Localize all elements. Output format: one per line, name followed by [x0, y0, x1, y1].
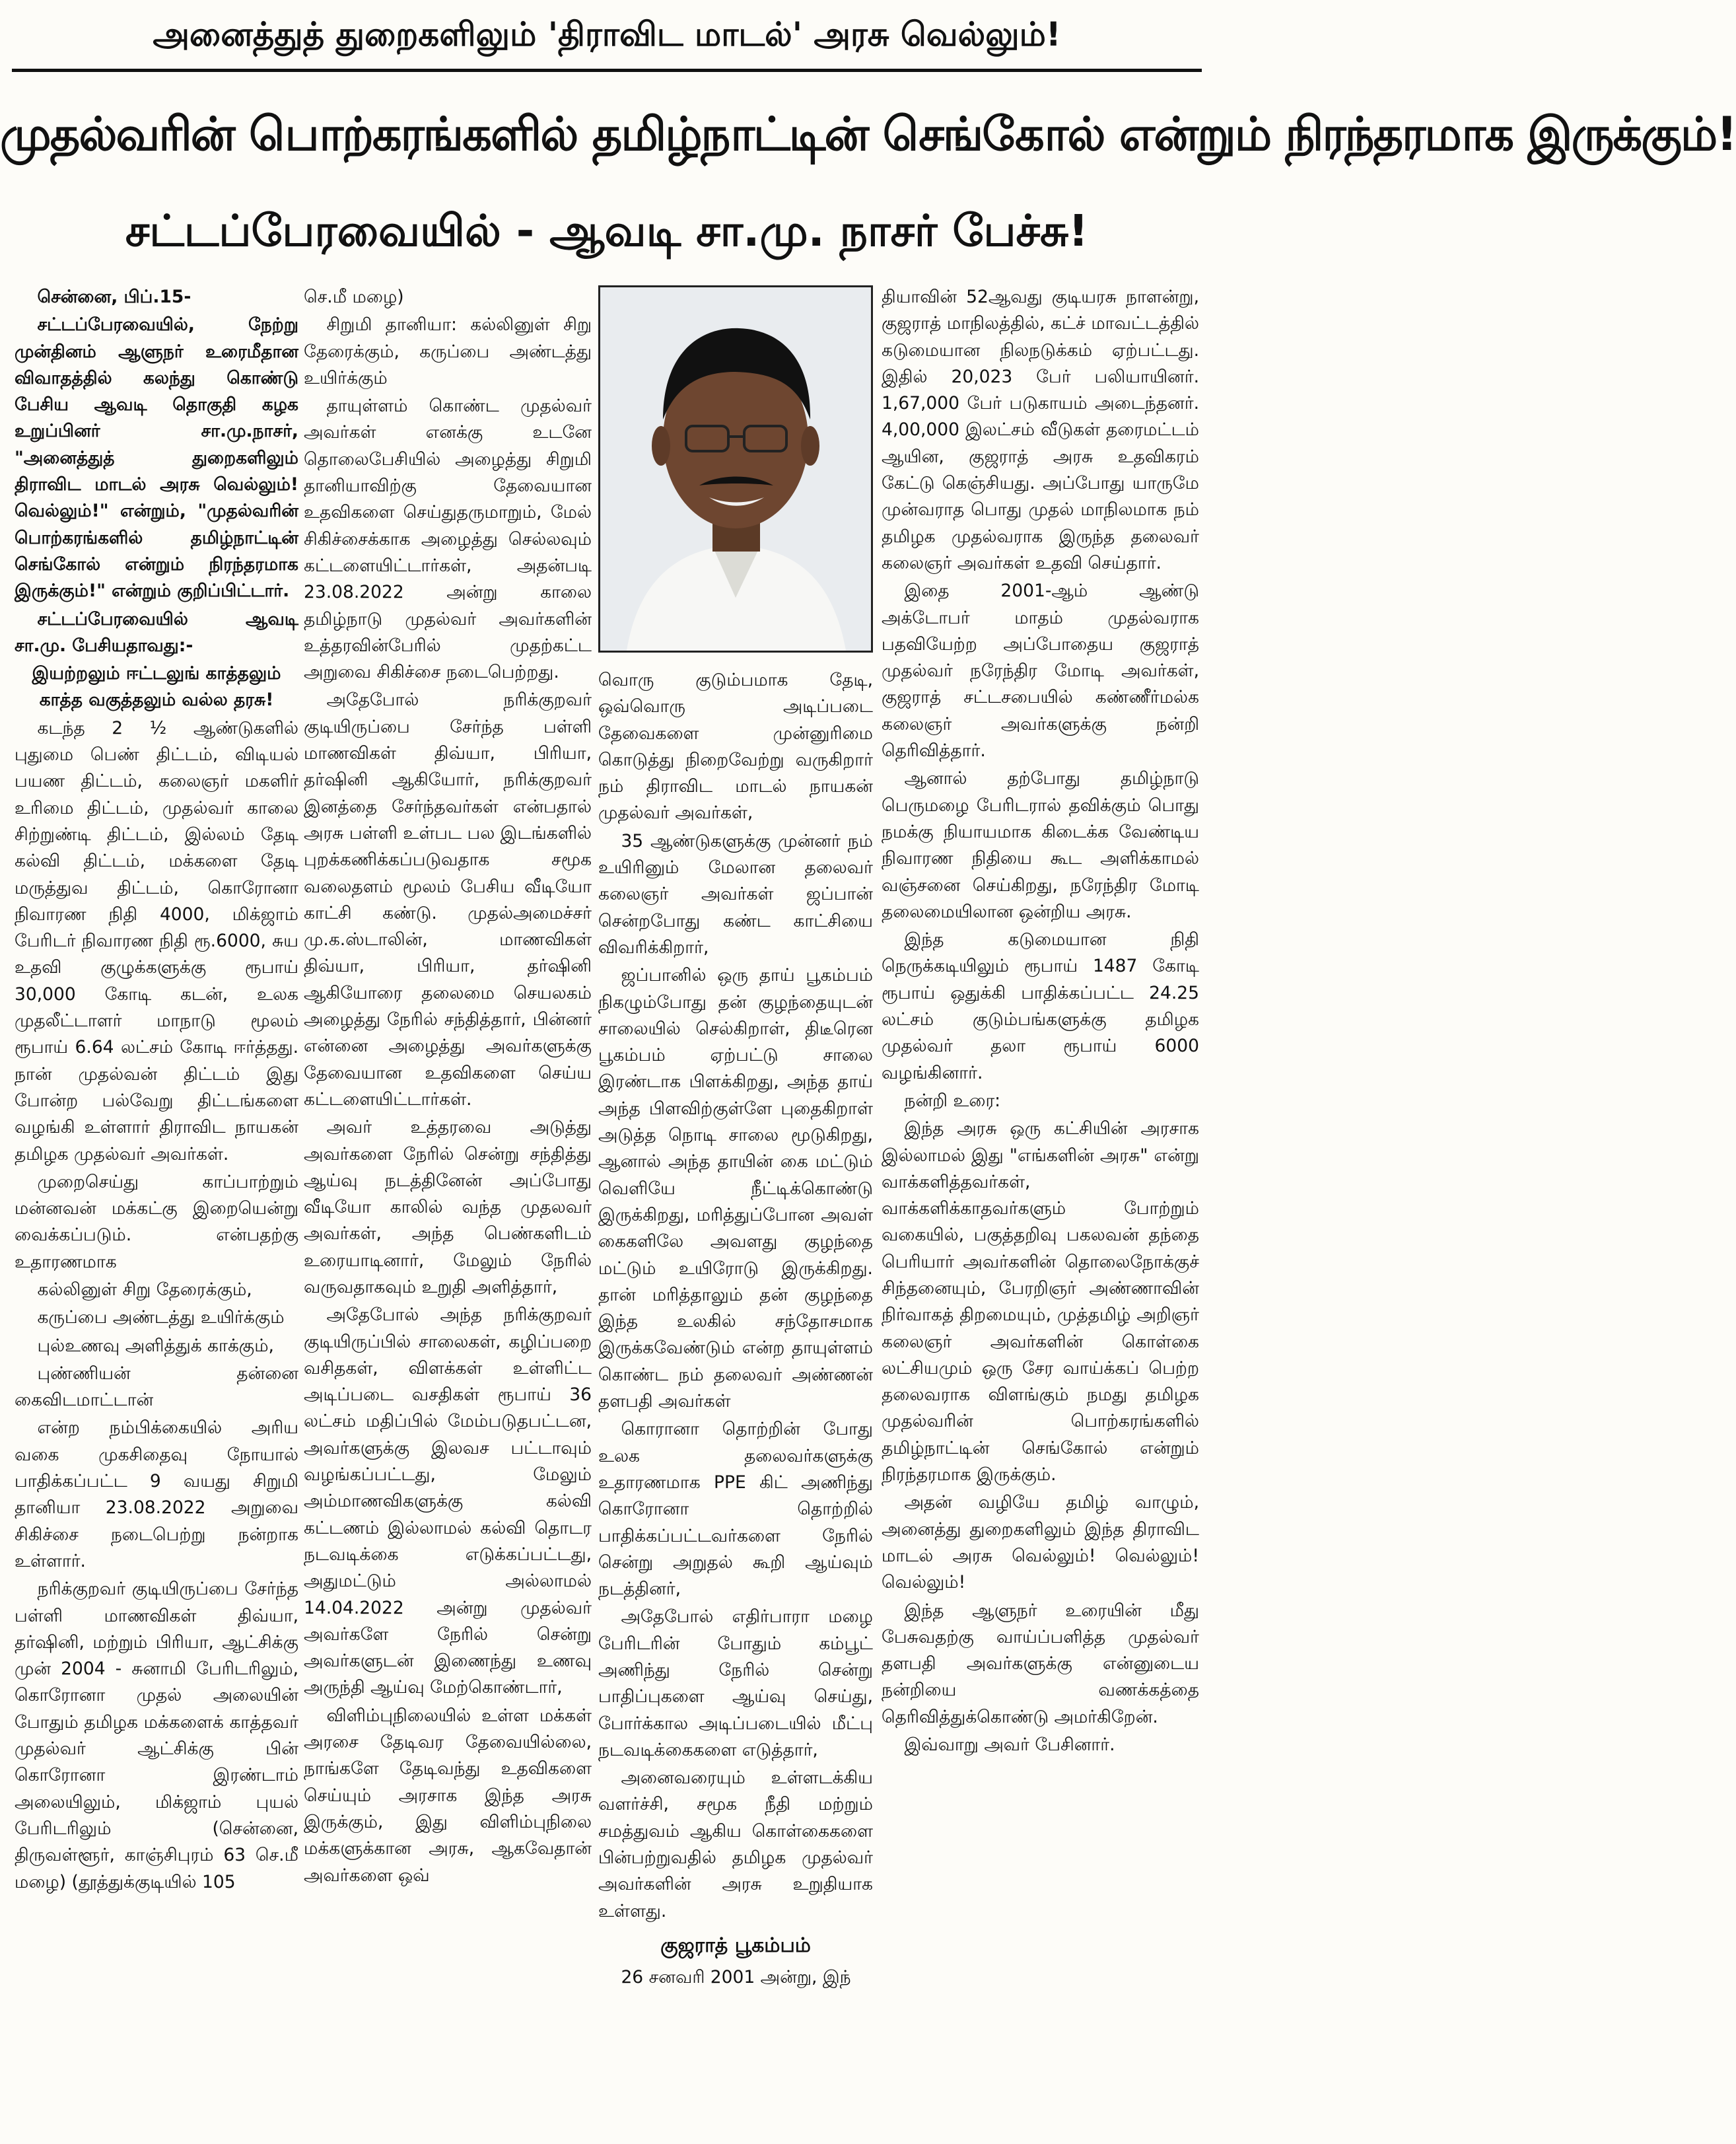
paragraph: கடந்த 2 ½ ஆண்டுகளில் புதுமை பெண் திட்டம், விடியல் பயண திட்டம், கலைஞர் மகளிர் உரிமை திட்டம், முதல்வர் காலை சிற்றுண்டி திட்டம், இல்லம் தேடி கல்வி திட்டம், மக்களை தேடி மருத்துவ திட்டம், கொரோனா நிவாரண நிதி 4000, மிக்ஜாம் பேரிடர் நிவாரண நிதி ரூ.6000, சுய உதவி குழுக்களுக்கு ரூபாய் 30,000 கோடி கடன், உலக முதலீட்டாளர் மாநாடு மூலம் ரூபாய் 6.64 லட்சம் கோடி ஈர்த்தது. நான் முதல்வன் திட்டம் இது போன்ற பல்வேறு திட்டங்களை வழங்கி உள்ளார் திராவிட நாயகன் தமிழக முதல்வர் அவர்கள். [15, 717, 298, 1164]
paragraph: செ.மீ மழை) [304, 287, 404, 307]
paragraph: இயற்றலும் ஈட்டலுங் காத்தலும் காத்த வகுத்தலும் வல்ல தரசு! [32, 663, 281, 711]
paragraph: அதேபோல் எதிர்பாரா மழை பேரிடரின் போதும் கம்பூட் அணிந்து நேரில் சென்று பாதிப்புகளை ஆய்வு செய்து, போர்க்கால அடிப்படையில் மீட்பு நடவடிக்கைகளை எடுத்தார், [598, 1606, 873, 1760]
paragraph: அனைவரையும் உள்ளடக்கிய வளர்ச்சி, சமூக நீதி மற்றும் சமத்துவம் ஆகிய கொள்கைகளை பின்பற்றுவதில் தமிழக முதல்வர் அவர்களின் அரசு உறுதியாக உள்ளது. [598, 1768, 873, 1921]
paragraph: தியாவின் 52ஆவது குடியரசு நாளன்று, குஜராத் மாநிலத்தில், கட்ச் மாவட்டத்தில் கடுமையான நிலநடுக்கம் ஏற்பட்டது. இதில் 20,023 பேர் பலியாயினர். 1,67,000 பேர் படுகாயம் அடைந்தனர். 4,00,000 இலட்சம் வீடுகள் தரைமட்டம் ஆயின, குஜராத் அரசு உதவிகரம் கேட்டு கெஞ்சியது. அப்போது யாருமே முன்வராத பொது முதல் மாநிலமாக நம் தமிழக முதல்வராக இருந்த தலைவர் கலைஞர் அவர்கள் உதவி செய்தார். [882, 287, 1199, 573]
article-column-1 [15, 284, 298, 2127]
section-subhead: குஜராத் பூகம்பம் [660, 1933, 811, 1957]
paragraph: அவர் உத்தரவை அடுத்து அவர்களை நேரில் சென்று சந்தித்து ஆய்வு நடத்தினேன் அப்போது வீடியோ காலில் வந்த முதலவர் அவர்கள், அந்த பெண்களிடம் உரையாடினார், மேலும் நேரில் வருவதாகவும் உறுதி அளித்தார், [304, 1117, 592, 1297]
paragraph: விளிம்புநிலையில் உள்ள மக்கள் அரசை தேடிவர தேவையில்லை, நாங்களே தேடிவந்து உதவிகளை செய்யும் அரசாக இந்த அரசு இருக்கும், இது விளிம்புநிலை மக்களுக்கான அரசு, ஆகவேதான் அவர்களை ஒவ் [304, 1705, 592, 1886]
paragraph: நரிக்குறவர் குடியிருப்பை சேர்ந்த பள்ளி மாணவிகள் திவ்யா, தர்ஷினி, மற்றும் பிரியா, ஆட்சிக்கு முன் 2004 - சுனாமி பேரிடரிலும், கொரோனா முதல் அலையின் போதும் தமிழக மக்களைக் காத்தவர் முதல்வர் ஆட்சிக்கு பின் கொரோனா இரண்டாம் அலையிலும், மிக்ஜாம் புயல் பேரிடரிலும் (சென்னை, திருவள்ளூர், காஞ்சிபுரம் 63 செ.மீ மழை) (தூத்துக்குடியில் 105 [15, 1579, 298, 1892]
headline: முதல்வரின் பொற்கரங்களில் தமிழ்நாட்டின் செங்கோல் என்றும் நிரந்தரமாக இருக்கும்! [0, 107, 1736, 161]
article-column-2 [304, 284, 592, 2127]
paragraph: புண்ணியன் தன்னை கைவிடமாட்டான் [15, 1363, 298, 1411]
paragraph: கருப்பை அண்டத்து உயிர்க்கும் [37, 1307, 285, 1328]
paragraph: இந்த ஆளுநர் உரையின் மீது பேசுவதற்கு வாய்ப்பளித்த முதல்வர் தளபதி அவர்களுக்கு என்னுடைய நன்றியை வணக்கத்தை தெரிவித்துக்கொண்டு அமர்கிறேன். [882, 1600, 1199, 1727]
paragraph: இந்த அரசு ஒரு கட்சியின் அரசாக இல்லாமல் இது "எங்களின் அரசு" என்று வாக்களித்தவர்கள், வாக்களிக்காதவர்களும் போற்றும் வகையில், பகுத்தறிவு பகலவன் தந்தை பெரியார் அவர்களின் தொலைநோக்குச் சிந்தனையும், பேரறிஞர் அண்ணாவின் நிர்வாகத் திறமையும், முத்தமிழ் அறிஞர் கலைஞர் அவர்களின் கொள்கை லட்சியமும் ஒரு சேர வாய்க்கப் பெற்ற தலைவராக விளங்கும் நமது தமிழக முதல்வரின் பொற்கரங்களில் தமிழ்நாட்டின் செங்கோல் என்றும் நிரந்தரமாக இருக்கும். [882, 1118, 1199, 1485]
paragraph: 35 ஆண்டுகளுக்கு முன்னர் நம் உயிரினும் மேலான தலைவர் கலைஞர் அவர்கள் ஜப்பான் சென்றபோது கண்ட காட்சியை விவரிக்கிறார், [598, 830, 873, 958]
paragraph: புல்உணவு அளித்துக் காக்கும், [37, 1335, 274, 1356]
paragraph: அதன் வழியே தமிழ் வாழும், அனைத்து துறைகளிலும் இந்த திராவிட மாடல் அரசு வெல்லும்! வெல்லும்! வெல்லும்! [882, 1492, 1199, 1593]
paragraph: ஆனால் தற்போது தமிழ்நாடு பெருமழை பேரிடரால் தவிக்கும் பொது நமக்கு நியாயமாக கிடைக்க வேண்டிய நிவாரண நிதியை கூட அளிக்காமல் வஞ்சனை செய்கிறது, நரேந்திர மோடி தலைமையிலான ஒன்றிய அரசு. [882, 768, 1199, 922]
portrait-illustration [600, 287, 871, 651]
paragraph: தாயுள்ளம் கொண்ட முதல்வர் அவர்கள் எனக்கு உடனே தொலைபேசியில் அழைத்து சிறுமி தானியாவிற்கு தேவையான உதவிகளை செய்துதருமாறும், மேல் சிகிச்சைக்காக அழைத்து செல்லவும் கட்டளையிட்டார்கள், அதன்படி 23.08.2022 அன்று காலை தமிழ்நாடு முதல்வர் அவர்களின் உத்தரவின்பேரில் முதற்கட்ட அறுவை சிகிச்சை நடைபெற்றது. [304, 396, 592, 683]
kicker-rule [12, 69, 1202, 72]
paragraph: அதேபோல் அந்த நரிக்குறவர் குடியிருப்பில் சாலைகள், கழிப்பறை வசிதகள், விளக்கள் உள்ளிட்ட அடிப்படை வசதிகள் ரூபாய் 36 லட்சம் மதிப்பில் மேம்படுதபட்டன, அவர்களுக்கு இலவச பட்டாவும் வழங்கப்பட்டது, மேலும் அம்மாணவிகளுக்கு கல்வி கட்டணம் இல்லாமல் கல்வி தொடர நடவடிக்கை எடுக்கப்பட்டது, அதுமட்டும் அல்லாமல் 14.04.2022 அன்று முதல்வர் அவர்களே நேரில் சென்று அவர்களுடன் இணைந்து உணவு அருந்தி ஆய்வு மேற்கொண்டார், [304, 1304, 592, 1698]
article-column-4 [882, 284, 1199, 2127]
paragraph: சென்னை, பிப்.15- [37, 287, 191, 307]
paragraph: சட்டப்பேரவையில், நேற்று முன்தினம் ஆளுநர் உரைமீதான விவாதத்தில் கலந்து கொண்டு பேசிய ஆவடி தொகுதி கழக உறுப்பினர் சா.மு.நாசர், "அனைத்துத் துறைகளிலும் திராவிட மாடல் அரசு வெல்லும்! வெல்லும்!" என்றும், "முதல்வரின் பொற்கரங்களில் தமிழ்நாட்டின் செங்கோல் என்றும் நிரந்தரமாக இருக்கும்!" என்றும் குறிப்பிட்டார். [15, 314, 298, 602]
paragraph: அதேபோல் நரிக்குறவர் குடியிருப்பை சேர்ந்த பள்ளி மாணவிகள் திவ்யா, பிரியா, தர்ஷினி ஆகியோர், நரிக்குறவர் இனத்தை சேர்ந்தவர்கள் என்பதால் அரசு பள்ளி உள்பட பல இடங்களில் புறக்கணிக்கப்படுவதாக சமூக வலைதளம் மூலம் பேசிய வீடியோ காட்சி கண்டு. முதல்அமைச்சர் மு.க.ஸ்டாலின், மாணவிகள் திவ்யா, பிரியா, தர்ஷினி ஆகியோரை தலைமை செயலகம் அழைத்து நேரில் சந்தித்தார், பின்னர் என்னை அழைத்து அவர்களுக்கு தேவையான உதவிகளை செய்ய கட்டளையிட்டார்கள். [304, 690, 592, 1110]
subheadline: சட்டப்பேரவையில் - ஆவடி சா.மு. நாசர் பேச்சு! [125, 205, 1089, 256]
paragraph: ஜப்பானில் ஒரு தாய் பூகம்பம் நிகழும்போது தன் குழந்தையுடன் சாலையில் செல்கிறாள், திடீரென பூகம்பம் ஏற்பட்டு சாலை இரண்டாக பிளக்கிறது, அந்த தாய் அந்த பிளவிற்குள்ளே புதைகிறாள் அடுத்த நொடி சாலை மூடுகிறது, ஆனால் அந்த தாயின் கை மட்டும் வெளியே நீட்டிக்கொண்டு இருக்கிறது, மரித்துப்போன அவள் கைகளிலே அவளது குழந்தை மட்டும் உயிரோடு இருக்கிறது. தான் மரித்தாலும் தன் குழந்தை இந்த உலகில் சந்தோசமாக இருக்கவேண்டும் என்ற தாயுள்ளம் கொண்ட நம் தலைவர் அண்ணன் தளபதி அவர்கள் [598, 965, 873, 1412]
paragraph: 26 சனவரி 2001 அன்று, இந் [621, 1967, 851, 1988]
paragraph: முறைசெய்து காப்பாற்றும் மன்னவன் மக்கட்கு இறையென்று வைக்கப்படும். என்பதற்கு உதாரணமாக [15, 1171, 298, 1272]
article-column-3 [598, 667, 873, 2127]
paragraph: கல்லினுள் சிறு தேரைக்கும், [37, 1279, 252, 1300]
paragraph: இந்த கடுமையான நிதி நெருக்கடியிலும் ரூபாய் 1487 கோடி ரூபாய் ஒதுக்கி பாதிக்கப்பட்ட 24.25 லட்சம் குடும்பங்களுக்கு தமிழக முதல்வர் தலா ரூபாய் 6000 வழங்கினார். [882, 929, 1199, 1083]
paragraph: சட்டப்பேரவையில் ஆவடி சா.மு. பேசியதாவது:- [15, 608, 298, 656]
paragraph: என்ற நம்பிக்கையில் அரிய வகை முகசிதைவு நோயால் பாதிக்கப்பட்ட 9 வயது சிறுமி தானியா 23.08.2022 அறுவை சிகிச்சை நடைபெற்று நன்றாக உள்ளார். [15, 1417, 298, 1571]
speaker-portrait [598, 285, 873, 653]
paragraph: இவ்வாறு அவர் பேசினார். [904, 1734, 1115, 1756]
paragraph: சிறுமி தானியா: கல்லினுள் சிறு தேரைக்கும், கருப்பை அண்டத்து உயிர்க்கும் [304, 314, 592, 388]
paragraph: கொரானா தொற்றின் போது உலக தலைவர்களுக்கு உதாரணமாக PPE கிட் அணிந்து கொரோனா தொற்றில் பாதிக்கப்பட்டவர்களை நேரில் சென்று அறுதல் கூறி ஆய்வும் நடத்தினர், [598, 1419, 873, 1600]
paragraph: வொரு குடும்பமாக தேடி, ஒவ்வொரு அடிப்படை தேவைகளை முன்னுரிமை கொடுத்து நிறைவேற்று வருகிறார் நம் திராவிட மாடல் நாயகன் முதல்வர் அவர்கள், [598, 670, 873, 824]
paragraph: நன்றி உரை: [904, 1090, 1001, 1111]
paragraph: இதை 2001-ஆம் ஆண்டு அக்டோபர் மாதம் முதல்வராக பதவியேற்ற அப்போதைய குஜராத் முதல்வர் நரேந்திர மோடி அவர்கள், குஜராத் சட்டசபையில் கண்ணீர்மல்க கலைஞர் அவர்களுக்கு நன்றி தெரிவித்தார். [882, 581, 1199, 762]
kicker-line: அனைத்துத் துறைகளிலும் 'திராவிட மாடல்' அரசு வெல்லும்! [153, 15, 1061, 54]
